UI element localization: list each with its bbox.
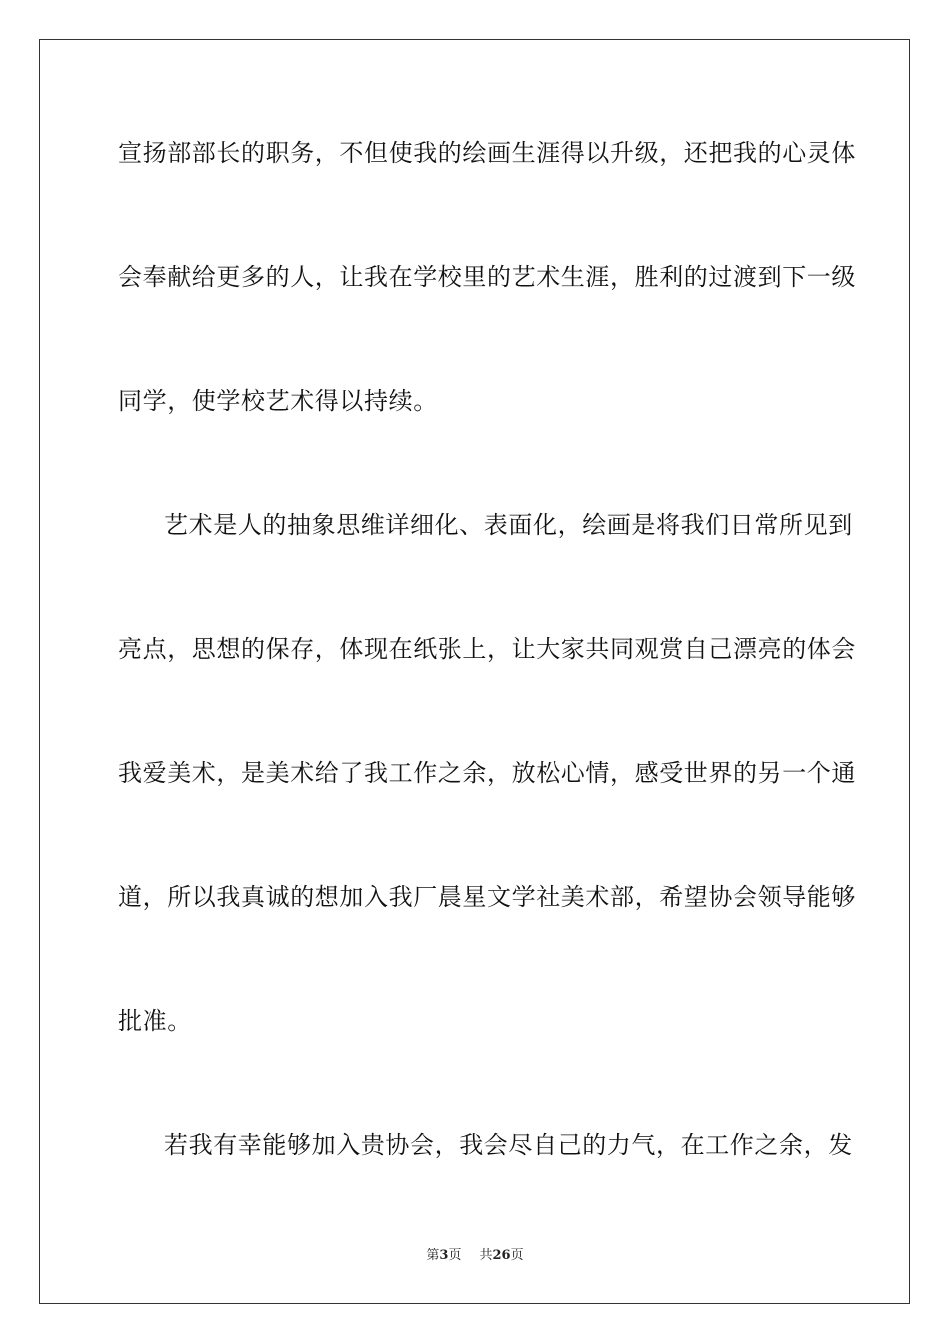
body-text-line: 宣扬部部长的职务，不但使我的绘画生涯得以升级，还把我的心灵体 — [118, 139, 856, 167]
page-suffix: 页 — [448, 1248, 462, 1263]
total-suffix: 页 — [510, 1248, 524, 1263]
body-text-line: 会奉献给更多的人，让我在学校里的艺术生涯，胜利的过渡到下一级 — [118, 263, 856, 291]
page-border — [39, 39, 910, 1304]
page-footer — [0, 1248, 950, 1264]
paragraph-first-line: 艺术是人的抽象思维详细化、表面化，绘画是将我们日常所见到 — [164, 511, 853, 539]
body-text-line: 我爱美术，是美术给了我工作之余，放松心情，感受世界的另一个通 — [118, 759, 856, 787]
body-text-line: 亮点，思想的保存，体现在纸张上，让大家共同观赏自己漂亮的体会 — [118, 635, 856, 663]
total-prefix: 共 — [479, 1248, 493, 1263]
body-text-line: 道，所以我真诚的想加入我厂晨星文学社美术部，希望协会领导能够 — [118, 883, 856, 911]
body-text-line: 同学，使学校艺术得以持续。 — [118, 387, 438, 415]
page-prefix: 第 — [426, 1248, 440, 1263]
body-text-line: 批准。 — [118, 1007, 192, 1035]
paragraph-first-line: 若我有幸能够加入贵协会，我会尽自己的力气，在工作之余，发 — [164, 1131, 853, 1159]
page-number: 3 — [439, 1248, 449, 1263]
total-pages: 26 — [492, 1248, 511, 1263]
